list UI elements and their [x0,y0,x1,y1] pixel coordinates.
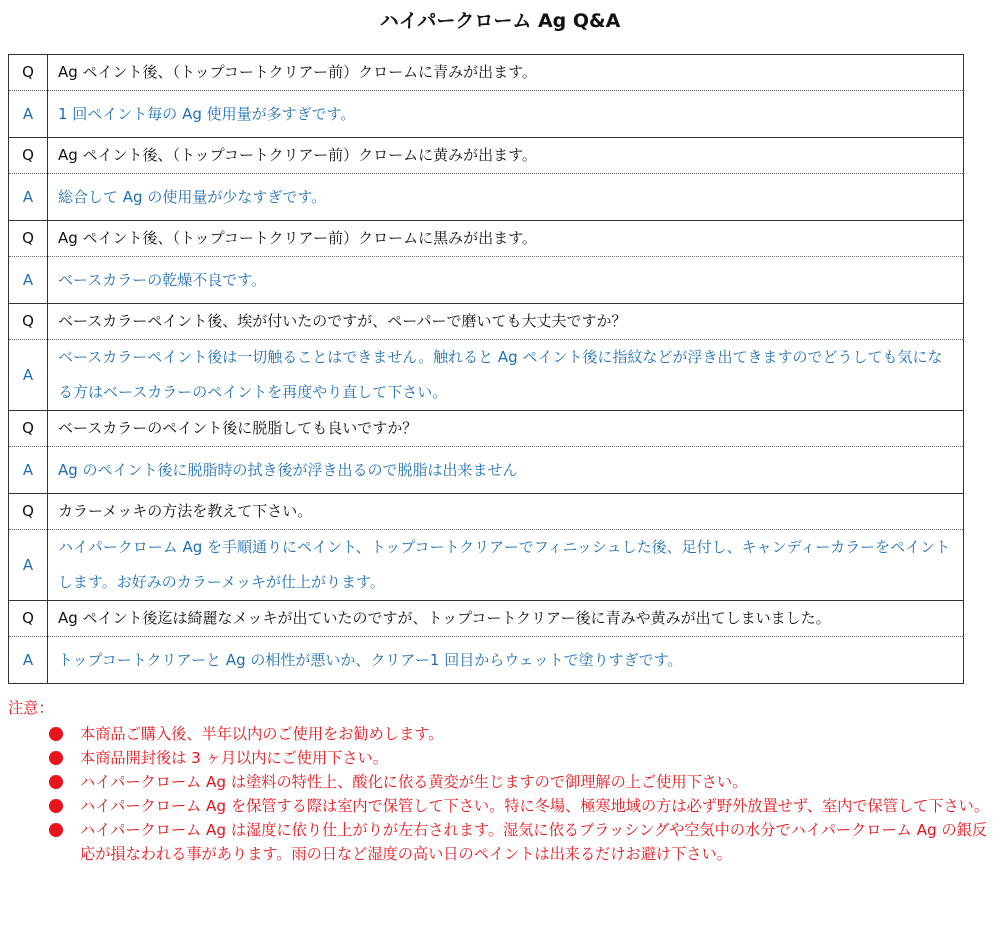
question-row [9,55,964,91]
note-item [8,818,993,866]
answer-text: ベースカラーペイント後は一切触ることはできません。触れると Ag ペイント後に指紋などが浮き出てきますのでどうしても気になる方はベースカラーのペイントを再度やり直して下さい。 [48,340,964,411]
note-item [8,722,993,746]
answer-label: A [9,637,48,684]
question-label: Q [9,601,48,637]
question-row [9,601,964,637]
question-label: Q [9,221,48,257]
question-text: ベースカラーペイント後、埃が付いたのですが、ペーパーで磨いても大丈夫ですか？ [48,304,964,340]
question-row [9,221,964,257]
answer-label: A [9,340,48,411]
note-text: 本商品ご購入後、半年以内のご使用をお勧めします。 [80,725,444,743]
notes-heading: 注意： [8,699,54,717]
question-row [9,494,964,530]
bullet-icon [49,775,63,789]
note-text: 本商品開封後は 3 ヶ月以内にご使用下さい。 [80,749,388,767]
answer-row [9,174,964,221]
caution-notes [8,696,993,866]
bullet-icon [49,799,63,813]
bullet-icon [49,751,63,765]
answer-text: ハイパークローム Ag を手順通りにペイント、トップコートクリアーでフィニッシュした後、足付し、キャンディーカラーをペイントします。お好みのカラーメッキが仕上がります。 [48,530,964,601]
question-text: カラーメッキの方法を教えて下さい。 [48,494,964,530]
note-text: ハイパークローム Ag は湿度に依り仕上がりが左右されます。湿気に依るブラッシングや空気中の水分でハイパークローム Ag の銀反応が損なわれる事があります。雨の日など湿度の高い日のペイントは出来るだけお避け下さい。 [80,821,988,863]
question-label: Q [9,304,48,340]
answer-row [9,530,964,601]
note-text: ハイパークローム Ag は塗料の特性上、酸化に依る黄変が生じますので御理解の上ご使用下さい。 [80,773,748,791]
answer-text: ベースカラーの乾燥不良です。 [48,257,964,304]
answer-text: 総合して Ag の使用量が少なすぎです。 [48,174,964,221]
answer-label: A [9,530,48,601]
question-text: Ag ペイント後迄は綺麗なメッキが出ていたのですが、トップコートクリアー後に青みや黄みが出てしまいました。 [48,601,964,637]
answer-label: A [9,91,48,138]
question-label: Q [9,494,48,530]
answer-row [9,91,964,138]
answer-row [9,340,964,411]
answer-label: A [9,174,48,221]
answer-row [9,447,964,494]
answer-label: A [9,257,48,304]
question-label: Q [9,138,48,174]
answer-text: 1 回ペイント毎の Ag 使用量が多すぎです。 [48,91,964,138]
bullet-icon [49,823,63,837]
question-text: Ag ペイント後、（トップコートクリアー前）クロームに黒みが出ます。 [48,221,964,257]
note-item [8,794,993,818]
page-title: ハイパークローム Ag Q&A [379,10,621,32]
question-row [9,138,964,174]
question-row [9,304,964,340]
question-row [9,411,964,447]
question-label: Q [9,411,48,447]
question-label: Q [9,55,48,91]
answer-label: A [9,447,48,494]
note-item [8,770,993,794]
answer-text: トップコートクリアーと Ag の相性が悪いか、クリアー1 回目からウェットで塗りすぎです。 [48,637,964,684]
note-text: ハイパークローム Ag を保管する際は室内で保管して下さい。特に冬場、極寒地域の方は必ず野外放置せず、室内で保管して下さい。 [80,797,990,815]
note-item [8,746,993,770]
question-text: ベースカラーのペイント後に脱脂しても良いですか？ [48,411,964,447]
answer-text: Ag のペイント後に脱脂時の拭き後が浮き出るので脱脂は出来ません [48,447,964,494]
question-text: Ag ペイント後、（トップコートクリアー前）クロームに黄みが出ます。 [48,138,964,174]
question-text: Ag ペイント後、（トップコートクリアー前）クロームに青みが出ます。 [48,55,964,91]
bullet-icon [49,727,63,741]
qa-table [8,54,964,684]
answer-row [9,637,964,684]
answer-row [9,257,964,304]
